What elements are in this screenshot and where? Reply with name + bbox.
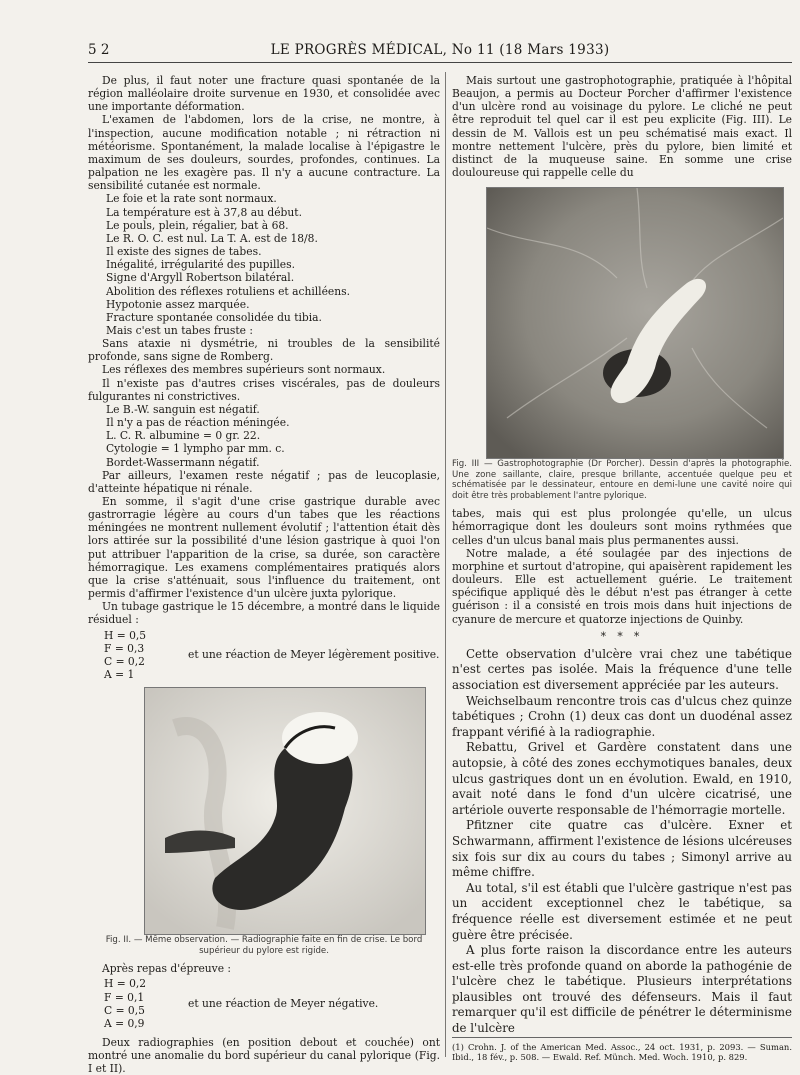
list-item: Le pouls, plein, régalier, bat à 68. [106,218,289,232]
paragraph: Mais surtout une gastrophotographie, pratiquée à l'hôpital Beaujon, a permis au Docteur Porcher d'affirmer l'existence d'un ulcère rond au voisinage du pylore. Le cliché ne peut être reproduit tel quel car il est peu explicite (Fig. III). Le dessin de M. Vallois est un peu schématisé mais exact. Il montre nettement l'ulcère, près du pylore, bien limité et distinct de la muqueuse saine. En somme une crise douloureuse qui rappelle celle du [452,74,792,180]
paragraph: En somme, il s'agit d'une crise gastrique durable avec gastrorragie légère au cours d'un tabes que les réactions méningées ne montrent nullement évolutif ; l'attention était dès lors attirée sur la possibilité d'une lésion gastrique à quoi l'on put attribuer l'apparition de la crise, sa durée, son caractère hémorragique. Les examens complémentaires pratiqués alors que la crise s'atténuait, sous l'influence du traitement, ont permis d'affirmer l'existence d'un ulcère juxta pylorique. [88,495,440,601]
left-column [88,74,440,1075]
paragraph: Pfitzner cite quatre cas d'ulcère. Exner et Schwarmann, affirment l'existence de lésions ulcéreuses six fois sur dix au cours du tabes ; Simonyl arrive au même chiffre. [452,818,792,880]
paragraph: Les réflexes des membres supérieurs sont normaux. [102,363,386,377]
gastrophotography-figure-3 [486,187,784,459]
paragraph: Deux radiographies (en position debout et couchée) ont montré une anomalie du bord supérieur du canal pylorique (Fig. I et II). [88,1035,440,1075]
list-item: Mais c'est un tabes fruste : [106,323,253,337]
figure-2-caption: Fig. II. — Même observation. — Radiographie faite en fin de crise. Le bord supérieur du pylore est rigide. [105,935,423,956]
list-item: Fracture spontanée consolidée du tibia. [106,310,322,324]
section-separator: * * * [600,629,644,643]
paragraph: Notre malade, a été soulagée par des injections de morphine et surtout d'atropine, qui apaisèrent rapidement les douleurs. Elle est actuellement guérie. Le traitement spécifique appliqué dès le début n'est pas étranger à cette guérison : il a consisté en trois mois dans huit injections de cyanure de mercure et quatorze injections de Quinby. [452,546,792,626]
paragraph: Par ailleurs, l'examen reste négatif ; pas de leucoplasie, d'atteinte hépatique ni rénale. [88,468,440,495]
paragraph: Un tubage gastrique le 15 décembre, a montré dans le liquide résiduel : [88,600,440,627]
list-item: Il n'y a pas de réaction méningée. [106,416,290,430]
paragraph: A plus forte raison la discordance entre les auteurs est-elle très profonde quand on aborde la pathogénie de l'ulcère chez le tabétique. Plusieurs interprétations plausibles ont trouvé des défenseurs. Mais il faut remarquer qu'il est difficile de pénétrer le déterminisme de l'ulcère [452,943,792,1036]
column-divider [445,72,446,1057]
list-item: Abolition des réflexes rotuliens et achilléens. [106,284,351,298]
gastric-values-1 [104,629,440,682]
value-line: A = 0,9 [104,1016,145,1030]
value-line: C = 0,2 [104,654,145,668]
paragraph: tabes, mais qui est plus prolongée qu'elle, un ulcus hémorragique dont les douleurs sont moins rythmées que celles d'un ulcus banal mais plus permanentes aussi. [452,507,792,547]
gastrophotography-image [487,188,783,458]
value-line: F = 0,1 [104,990,145,1004]
list-item: Inégalité, irrégularité des pupilles. [106,258,295,272]
footnote: (1) Crohn. J. of the American Med. Assoc., 24 oct. 1931, p. 2093. — Suman. Ibid., 18 fév., p. 508. — Ewald. Ref. Münch. Med. Woch. 1910, p. 829. [452,1037,792,1062]
list-item: Il existe des signes de tabes. [106,245,262,259]
list-item: L. C. R. albumine = 0 gr. 22. [106,429,261,443]
paragraph: Cette observation d'ulcère vrai chez une tabétique n'est certes pas isolée. Mais la fréquence d'une telle association est diversement appréciée par les auteurs. [452,646,792,692]
meyer-note: et une réaction de Meyer légèrement positive. [188,648,440,662]
value-line: H = 0,2 [104,977,147,991]
page-number: 5 2 [88,42,110,58]
list-item: Cytologie = 1 lympho par mm. c. [106,442,285,456]
list-item: Hypotonie assez marquée. [106,297,250,311]
list-item: Le R. O. C. est nul. La T. A. est de 18/8. [106,231,318,245]
radiograph-image [145,688,425,934]
journal-title: LE PROGRÈS MÉDICAL, No 11 (18 Mars 1933) [270,42,610,58]
value-line: A = 1 [104,668,135,682]
value-line: H = 0,5 [104,628,147,642]
list-item: Signe d'Argyll Robertson bilatéral. [106,271,295,285]
page-header [88,42,792,63]
value-line: F = 0,3 [104,641,145,655]
paragraph: Sans ataxie ni dysmétrie, ni troubles de la sensibilité profonde, sans signe de Romberg. [88,337,440,364]
list-item: La température est à 37,8 au début. [106,205,302,219]
paragraph: Après repas d'épreuve : [102,962,232,976]
figure-3-caption: Fig. III — Gastrophotographie (Dr Porcher). Dessin d'après la photographie. Une zone saillante, claire, presque brillante, accentuée quelque peu et schématisée par le dessinateur, entoure en demi-lune une cavité noire qui doit être très probablement l'antre pylorique. [452,459,792,501]
list-item: Bordet-Wassermann négatif. [106,455,260,469]
radiograph-figure-2 [144,687,426,935]
paragraph: Rebattu, Grivel et Gardère constatent dans une autopsie, à côté des zones ecchymotiques banales, deux ulcus gastriques dont un en évolution. Ewald, en 1910, avait noté dans le fond d'un ulcère cicatrisé, une artériole ouverte responsable de l'hémorragie mortelle. [452,740,792,817]
paragraph: De plus, il faut noter une fracture quasi spontanée de la région malléolaire droite survenue en 1930, et consolidée avec une importante déformation. [88,74,440,114]
right-column [452,74,792,1062]
list-item: Le B.-W. sanguin est négatif. [106,402,260,416]
meyer-note: et une réaction de Meyer négative. [188,997,379,1011]
list-item: Le foie et la rate sont normaux. [106,192,277,206]
paragraph: Weichselbaum rencontre trois cas d'ulcus chez quinze tabétiques ; Crohn (1) deux cas dont un duodénal assez frappant vérifié à la radiographie. [452,693,792,739]
gastric-values-2 [104,977,440,1030]
paragraph: Au total, s'il est établi que l'ulcère gastrique n'est pas un accident exceptionnel chez le tabétique, sa fréquence réelle est diversement estimée et ne peut guère être précisée. [452,880,792,942]
paragraph: Il n'existe pas d'autres crises viscérales, pas de douleurs fulgurantes ni constrictives. [88,376,440,403]
paragraph: L'examen de l'abdomen, lors de la crise, ne montre, à l'inspection, aucune modification notable ; ni rétraction ni météorisme. Spontanément, la malade localise à l'épigastre le maximum de ses douleurs, sourdes, profondes, continues. La palpation ne les exagère pas. Il n'y a aucune contracture. La sensibilité cutanée est normale. [88,113,440,193]
value-line: C = 0,5 [104,1003,145,1017]
